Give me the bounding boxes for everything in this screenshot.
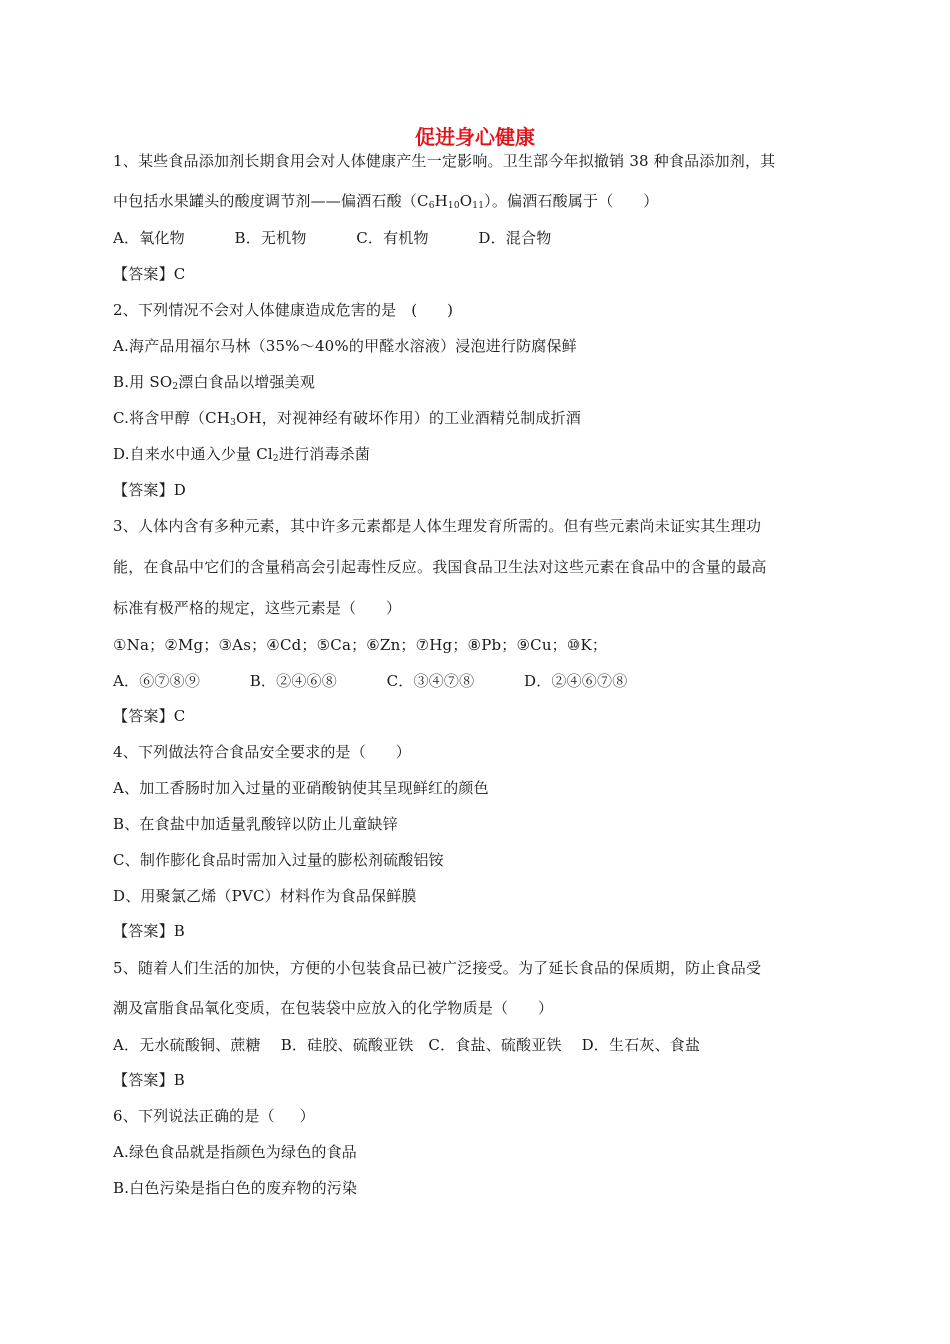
option-text: OH，对视神经有破坏作用）的工业酒精兑制成折酒 [236, 409, 581, 427]
q2-option-c [113, 408, 853, 428]
formula-element: H [434, 192, 448, 210]
formula-element: O [459, 192, 473, 210]
q2-option-a: A.海产品用福尔马林（35%～40%的甲醛水溶液）浸泡进行防腐保鲜 [113, 337, 577, 355]
formula-subscript: 2 [172, 382, 179, 392]
document-title: 促进身心健康 [415, 125, 535, 149]
formula-subscript: 3 [230, 418, 237, 428]
q2-answer: 【答案】D [113, 481, 187, 499]
option-text: B.用 SO [113, 373, 173, 391]
q6-stem: 6、下列说法正确的是（ ） [113, 1107, 315, 1125]
q2-option-d [113, 444, 853, 464]
formula-subscript: 10 [447, 201, 460, 211]
q2-stem: 2、下列情况不会对人体健康造成危害的是 ( ) [113, 301, 454, 319]
q4-option-c: C、制作膨化食品时需加入过量的膨松剂硫酸铝铵 [113, 851, 444, 869]
q3-stem-line-3: 标准有极严格的规定，这些元素是（ ） [113, 599, 402, 617]
q1-options: A．氧化物 B．无机物 C．有机物 D．混合物 [113, 229, 552, 247]
option-text: 进行消毒杀菌 [278, 445, 371, 463]
q3-options: A．⑥⑦⑧⑨ B．②④⑥⑧ C．③④⑦⑧ D．②④⑥⑦⑧ [113, 672, 628, 690]
q3-element-list: ①Na；②Mg；③As；④Cd；⑤Ca；⑥Zn；⑦Hg；⑧Pb；⑨Cu；⑩K； [113, 636, 608, 654]
q1-stem-text: ）。偏酒石酸属于（ ） [484, 192, 659, 210]
q3-stem-line-2: 能，在食品中它们的含量稍高会引起毒性反应。我国食品卫生法对这些元素在食品中的含量的最高 [113, 558, 767, 576]
q6-option-a: A.绿色食品就是指颜色为绿色的食品 [113, 1143, 358, 1161]
formula-subscript: 11 [472, 201, 485, 211]
option-text: D.自来水中通入少量 Cl [113, 445, 273, 463]
formula-subscript: 6 [428, 201, 435, 211]
q1-stem-line-1: 1、某些食品添加剂长期食用会对人体健康产生一定影响。卫生部今年拟撤销 38 种食品添加剂，其 [113, 152, 776, 170]
formula-subscript: 2 [272, 454, 279, 464]
q4-option-b: B、在食盐中加适量乳酸锌以防止儿童缺锌 [113, 815, 398, 833]
q1-answer: 【答案】C [113, 265, 186, 283]
q4-option-d: D、用聚氯乙烯（PVC）材料作为食品保鲜膜 [113, 887, 417, 905]
q1-stem-line-2 [113, 191, 853, 211]
q3-answer: 【答案】C [113, 707, 186, 725]
q5-answer: 【答案】B [113, 1071, 186, 1089]
q6-option-b: B.白色污染是指白色的废弃物的污染 [113, 1179, 358, 1197]
q3-stem-line-1: 3、人体内含有多种元素，其中许多元素都是人体生理发育所需的。但有些元素尚未证实其生理功 [113, 517, 762, 535]
option-text: C.将含甲醇（CH [113, 409, 231, 427]
q1-stem-text: 中包括水果罐头的酸度调节剂——偏酒石酸（C [113, 192, 429, 210]
q4-stem: 4、下列做法符合食品安全要求的是（ ） [113, 743, 411, 761]
q5-stem-line-1: 5、随着人们生活的加快，方便的小包装食品已被广泛接受。为了延长食品的保质期，防止食品受 [113, 959, 762, 977]
q5-options: A．无水硫酸铜、蔗糖 B．硅胶、硫酸亚铁 C．食盐、硫酸亚铁 D．生石灰、食盐 [113, 1036, 701, 1054]
q4-answer: 【答案】B [113, 922, 186, 940]
q2-option-b [113, 372, 853, 392]
option-text: 漂白食品以增强美观 [178, 373, 316, 391]
q5-stem-line-2: 潮及富脂食品氧化变质，在包装袋中应放入的化学物质是（ ） [113, 999, 554, 1017]
q4-option-a: A、加工香肠时加入过量的亚硝酸钠使其呈现鲜红的颜色 [113, 779, 489, 797]
